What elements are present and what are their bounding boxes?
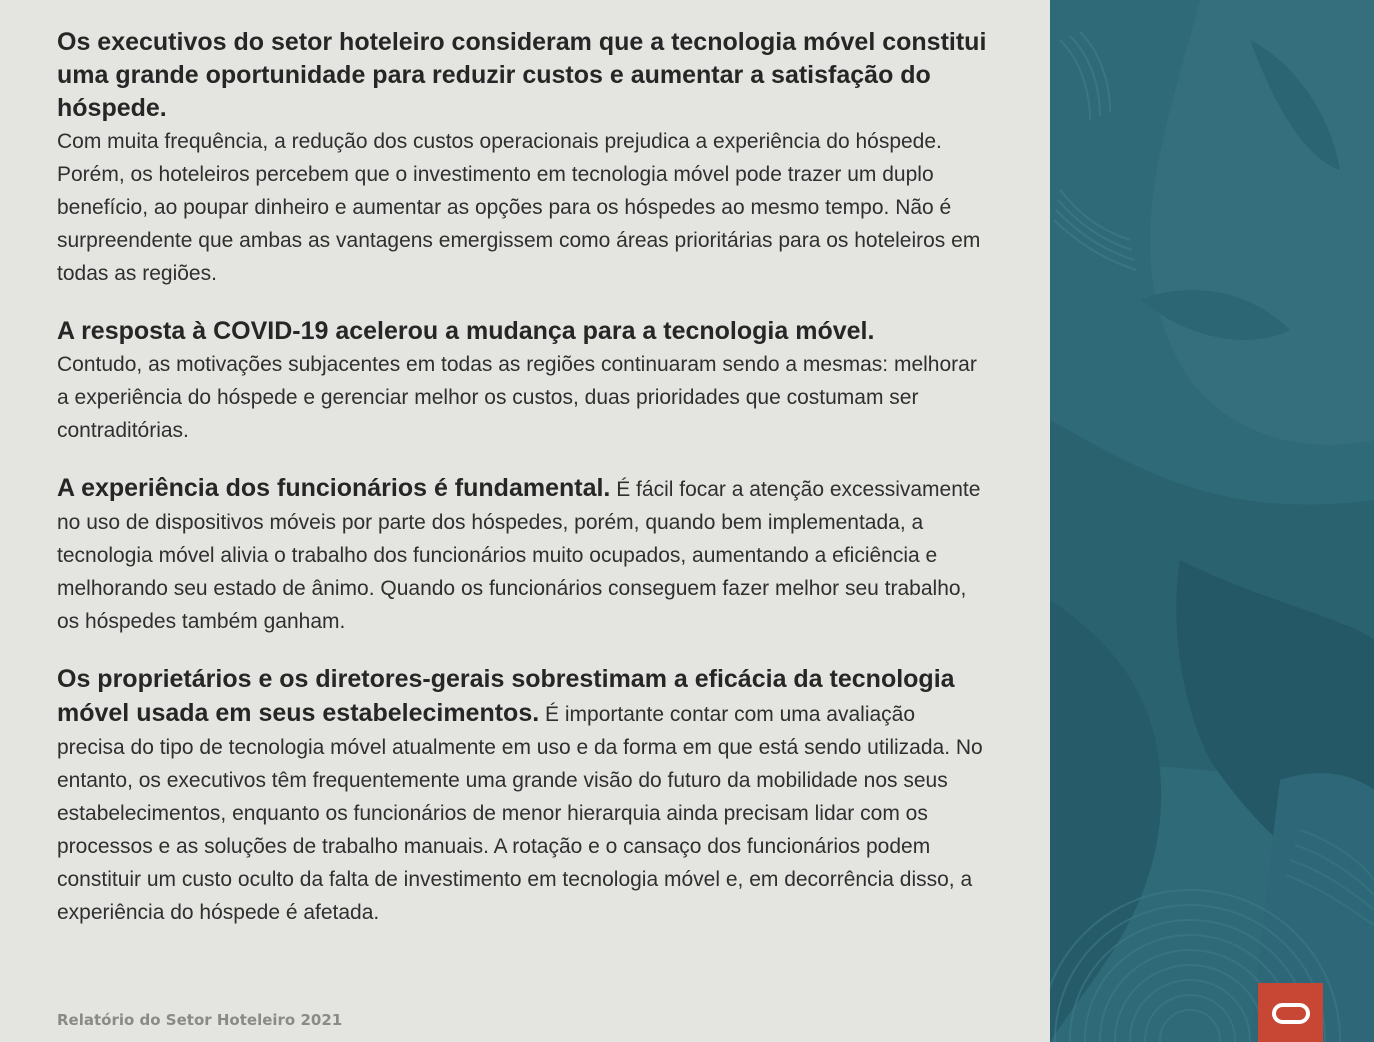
section-heading: Os executivos do setor hoteleiro consideram que a tecnologia móvel constitui uma grande oportunidade para reduzir custos e aumentar a satisfação do hóspede. xyxy=(57,28,987,122)
decorative-side-panel xyxy=(1050,0,1374,1042)
section-paragraph: Com muita frequência, a redução dos custos operacionais prejudica a experiência do hóspede. Porém, os hoteleiros percebem que o investimento em tecnologia móvel pode trazer um duplo benefício, ao poupar dinheiro e aumentar as opções para os hóspedes ao mesmo tempo. Não é surpreendente que ambas as vantagens emergissem como áreas prioritárias para os hoteleiros em todas as regiões. xyxy=(57,130,981,285)
section-paragraph: Contudo, as motivações subjacentes em todas as regiões continuaram sendo a mesmas: melhorar a experiência do hóspede e gerenciar melhor os custos, duas prioridades que costumam ser contraditórias. xyxy=(57,353,977,442)
oracle-logo-icon xyxy=(1258,983,1323,1042)
section-employee-experience xyxy=(57,472,987,638)
section-mobile-opportunity xyxy=(57,26,987,290)
page-footer: Relatório do Setor Hoteleiro 2021 xyxy=(57,1011,343,1029)
abstract-pattern-illustration xyxy=(1050,0,1374,1042)
section-paragraph xyxy=(57,663,987,929)
section-body-text: É fácil focar a atenção excessivamente no uso de dispositivos móveis por parte dos hóspedes, porém, quando bem implementada, a tecnologia móvel alivia o trabalho dos funcionários muito ocupados, aumentando a eficiência e melhorando seu estado de ânimo. Quando os funcionários conseguem fazer melhor seu trabalho, os hóspedes também ganham. xyxy=(57,478,981,633)
section-body-text: É importante contar com uma avaliação precisa do tipo de tecnologia móvel atualmente em uso e da forma em que está sendo utilizada. No entanto, os executivos têm frequentemente uma grande visão do futuro da mobilidade nos seus estabelecimentos, enquanto os funcionários de menor hierarquia ainda precisam lidar com os processos e as soluções de trabalho manuais. A rotação e o cansaço dos funcionários podem constituir um custo oculto da falta de investimento em tecnologia móvel e, em decorrência disso, a experiência do hóspede é afetada. xyxy=(57,703,983,924)
section-paragraph xyxy=(57,472,987,638)
section-owners-overestimate xyxy=(57,663,987,929)
section-heading: Os proprietários e os diretores-gerais sobrestimam a eficácia da tecnologia móvel usada em seus estabelecimentos. xyxy=(57,665,955,727)
report-body xyxy=(57,26,987,954)
section-heading: A experiência dos funcionários é fundamental. xyxy=(57,474,611,502)
section-heading: A resposta à COVID-19 acelerou a mudança para a tecnologia móvel. xyxy=(57,317,875,345)
section-covid-response xyxy=(57,315,987,447)
oracle-logo-badge xyxy=(1258,983,1323,1042)
